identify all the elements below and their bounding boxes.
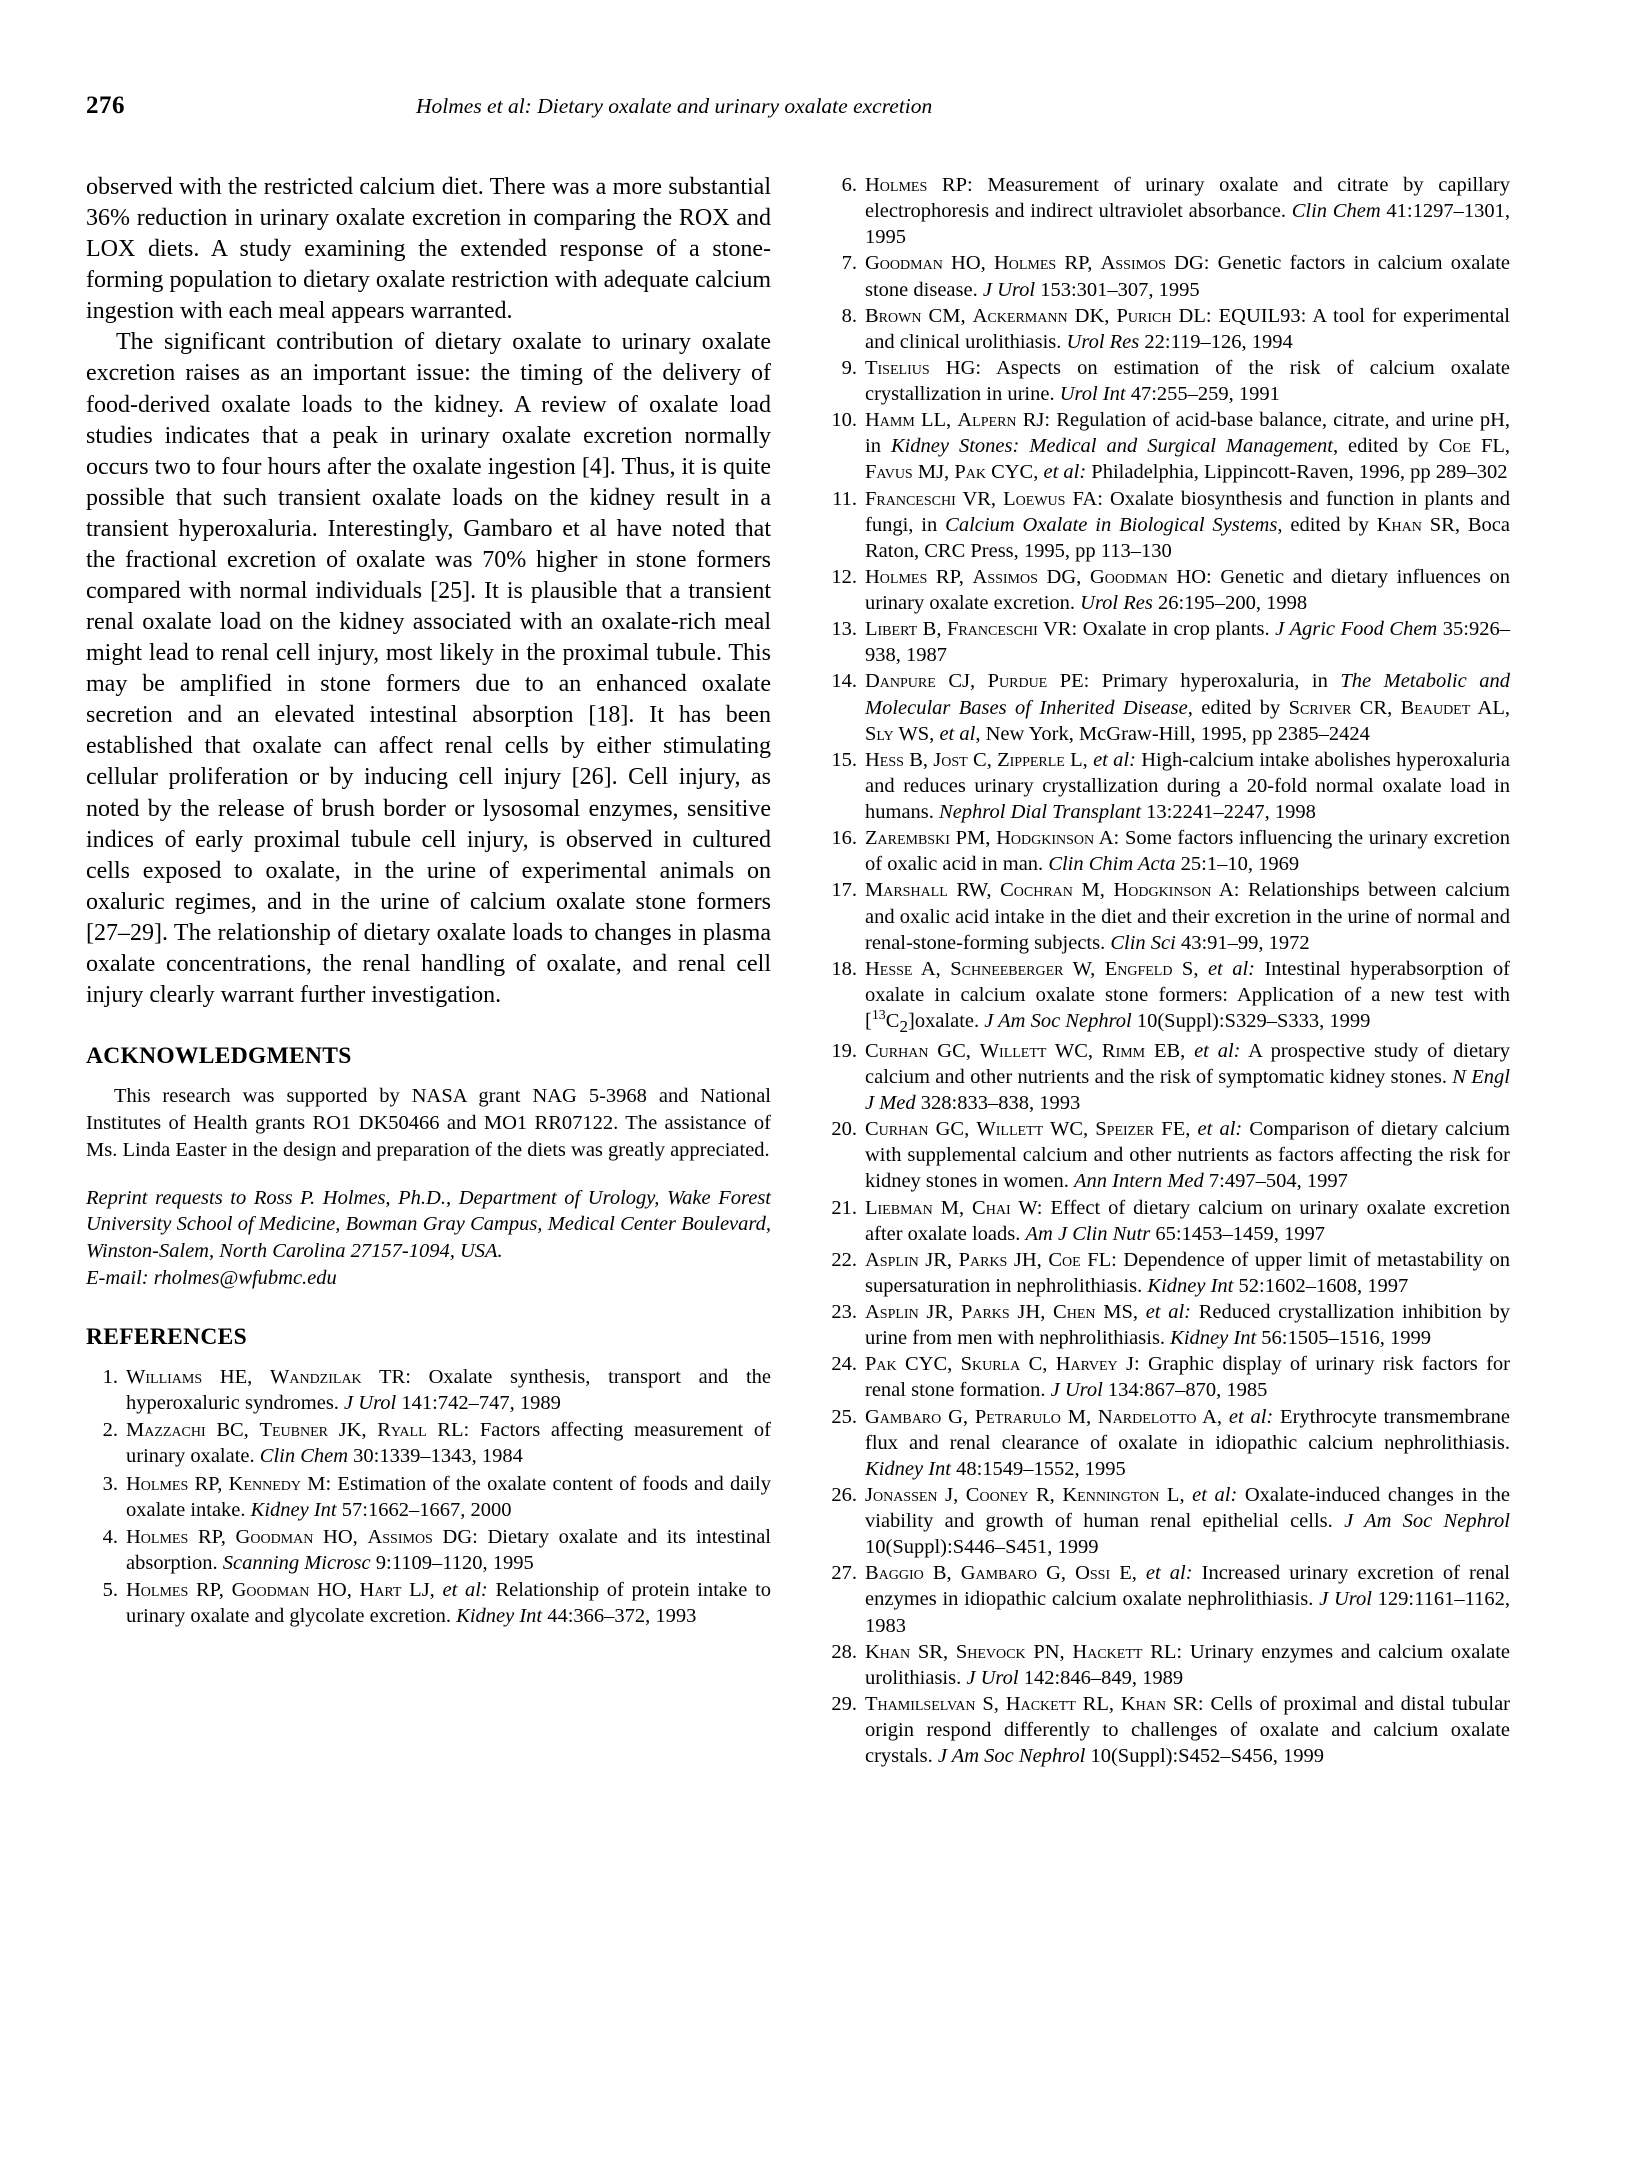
acknowledgments-text: This research was supported by NASA grant NAG 5-3968 and National Institutes of Health grants RO1 DK50466 and MO1 RR07122. The assistance of Ms. Linda Easter in the design and preparation of the diets was greatly appreciated. (86, 1085, 771, 1161)
reference-number: 3. (102, 1472, 118, 1495)
reference-number: 27. (831, 1562, 857, 1585)
reference-text: Khan SR, Shevock PN, Hackett RL: Urinary enzymes and calcium oxalate urolithiasis. J Urol 142:846–849, 1989 (865, 1640, 1510, 1689)
reference-text: Jonassen J, Cooney R, Kennington L, et al: Oxalate-induced changes in the viability and growth of human renal epithelial cells. J Am Soc Nephrol 10(Suppl):S446–S451, 1999 (865, 1483, 1510, 1559)
reference-text: Holmes RP, Kennedy M: Estimation of the oxalate content of foods and daily oxalate intake. Kidney Int 57:1662–1667, 2000 (126, 1472, 771, 1521)
reference-item (825, 825, 1510, 877)
reference-text: Holmes RP, Goodman HO, Hart LJ, et al: Relationship of protein intake to urinary oxalate and glycolate excretion. Kidney Int 44:366–372, 1993 (126, 1579, 772, 1628)
reference-text: Holmes RP, Assimos DG, Goodman HO: Genetic and dietary influences on urinary oxalate excretion. Urol Res 26:195–200, 1998 (865, 565, 1510, 614)
reference-text: Mazzachi BC, Teubner JK, Ryall RL: Factors affecting measurement of urinary oxalate. Clin Chem 30:1339–1343, 1984 (126, 1419, 771, 1468)
reference-item (825, 1116, 1510, 1194)
reference-item (825, 956, 1510, 1038)
reference-item (825, 877, 1510, 955)
reference-list-right (825, 172, 1510, 1769)
acknowledgments-heading: ACKNOWLEDGMENTS (86, 1043, 352, 1070)
reference-item (86, 1364, 771, 1416)
reference-text: Libert B, Franceschi VR: Oxalate in crop plants. J Agric Food Chem 35:926–938, 1987 (865, 618, 1510, 667)
reference-item (825, 668, 1510, 746)
reference-number: 21. (831, 1196, 857, 1219)
reference-number: 7. (841, 252, 857, 275)
reference-number: 23. (831, 1301, 857, 1324)
reference-item (825, 1299, 1510, 1351)
reference-number: 13. (831, 618, 857, 641)
reference-text: Tiselius HG: Aspects on estimation of the risk of calcium oxalate crystallization in urine. Urol Int 47:255–259, 1991 (865, 356, 1510, 405)
reference-item (825, 747, 1510, 825)
reference-text: Danpure CJ, Purdue PE: Primary hyperoxaluria, in The Metabolic and Molecular Bases of Inherited Disease, edited by Scriver CR, Beaudet AL, Sly WS, et al, New York, McGraw-Hill, 1995, pp 2385–2424 (865, 670, 1511, 745)
reference-item (825, 1639, 1510, 1691)
reference-text: Curhan GC, Willett WC, Speizer FE, et al: Comparison of dietary calcium with supplemental calcium and other nutrients as factors affecting the risk for kidney stones in women. Ann Intern Med 7:497–504, 1997 (865, 1118, 1510, 1193)
reference-text: Zarembski PM, Hodgkinson A: Some factors influencing the urinary excretion of oxalic acid in man. Clin Chim Acta 25:1–10, 1969 (865, 827, 1510, 876)
paragraph-continuation: observed with the restricted calcium diet. There was a more substantial 36% reduction in urinary oxalate excretion in comparing the ROX and LOX diets. A study examining the extended response of a stone-forming population to dietary oxalate restriction with adequate calcium ingestion with each meal appears warranted. (86, 174, 771, 325)
reference-item (825, 1195, 1510, 1247)
reference-text: Gambaro G, Petrarulo M, Nardelotto A, et al: Erythrocyte transmembrane flux and renal clearance of oxalate in idiopathic calcium nephrolithiasis. Kidney Int 48:1549–1552, 1995 (865, 1405, 1510, 1480)
reference-text: Hamm LL, Alpern RJ: Regulation of acid-base balance, citrate, and urine pH, in Kidney Stones: Medical and Surgical Management, edited by Coe FL, Favus MJ, Pak CYC, et al: Philadelphia, Lippincott-Raven, 1996, pp 289–302 (865, 409, 1510, 484)
reference-number: 6. (841, 174, 857, 196)
reference-number: 28. (831, 1640, 857, 1663)
reference-text: Asplin JR, Parks JH, Chen MS, et al: Reduced crystallization inhibition by urine from men with nephrolithiasis. Kidney Int 56:1505–1516, 1999 (865, 1301, 1510, 1350)
reference-number: 8. (841, 304, 857, 327)
reference-text: Pak CYC, Skurla C, Harvey J: Graphic display of urinary risk factors for renal stone formation. J Urol 134:867–870, 1985 (865, 1353, 1510, 1402)
reference-number: 9. (841, 356, 857, 379)
reference-item (825, 1351, 1510, 1403)
reference-number: 11. (832, 487, 857, 510)
reference-number: 16. (831, 827, 857, 850)
running-title: Holmes et al: Dietary oxalate and urinary oxalate excretion (416, 94, 933, 118)
reference-number: 20. (831, 1118, 857, 1141)
reference-item (825, 616, 1510, 668)
reference-number: 12. (831, 565, 857, 588)
reference-number: 1. (102, 1366, 118, 1389)
body-text (86, 172, 771, 1011)
page-number: 276 (86, 92, 125, 119)
reference-text: Holmes RP, Goodman HO, Assimos DG: Dietary oxalate and its intestinal absorption. Scanning Microsc 9:1109–1120, 1995 (126, 1525, 771, 1574)
reference-item (86, 1471, 771, 1523)
reference-item (825, 1404, 1510, 1482)
reference-number: 24. (831, 1353, 857, 1376)
reference-text: Hess B, Jost C, Zipperle L, et al: High-calcium intake abolishes hyperoxaluria and reduces urinary crystallization during a 20-fold normal oxalate load in humans. Nephrol Dial Transplant 13:2241–2247, 1998 (865, 748, 1510, 823)
reference-text: Williams HE, Wandzilak TR: Oxalate synthesis, transport and the hyperoxaluric syndromes. J Urol 141:742–747, 1989 (126, 1366, 772, 1415)
two-column-layout (86, 172, 1539, 1769)
reference-number: 29. (831, 1692, 857, 1715)
reference-text: Marshall RW, Cochran M, Hodgkinson A: Relationships between calcium and oxalic acid intake in the diet and their excretion in the urine of normal and renal-stone-forming subjects. Clin Sci 43:91–99, 1972 (865, 879, 1510, 954)
reprint-requests (86, 1185, 771, 1292)
reference-number: 4. (102, 1525, 118, 1548)
reference-item (825, 1560, 1510, 1638)
acknowledgments-body (86, 1083, 771, 1292)
reference-number: 22. (831, 1248, 857, 1271)
reference-item (86, 1524, 771, 1576)
reference-item (825, 564, 1510, 616)
reference-number: 17. (831, 879, 857, 902)
reference-text: Brown CM, Ackermann DK, Purich DL: EQUIL93: A tool for experimental and clinical urolithiasis. Urol Res 22:119–126, 1994 (865, 304, 1510, 353)
reference-item (825, 486, 1510, 564)
reference-text: Baggio B, Gambaro G, Ossi E, et al: Increased urinary excretion of renal enzymes in idiopathic calcium oxalate nephrolithiasis. J Urol 129:1161–1162, 1983 (865, 1562, 1510, 1637)
reference-number: 18. (831, 957, 857, 980)
reference-number: 15. (831, 748, 857, 771)
reference-list-left (86, 1364, 771, 1629)
reference-item (825, 1247, 1510, 1299)
running-head (86, 92, 1539, 132)
reference-text: Asplin JR, Parks JH, Coe FL: Dependence of upper limit of metastability on supersaturation in nephrolithiasis. Kidney Int 52:1602–1608, 1997 (865, 1248, 1510, 1297)
reference-item (86, 1577, 771, 1629)
reference-item (825, 303, 1510, 355)
reference-item (825, 407, 1510, 485)
references-heading: REFERENCES (86, 1324, 248, 1351)
author-email: E-mail: rholmes@wfubmc.edu (86, 1267, 337, 1290)
reference-item (825, 1691, 1510, 1769)
reference-item (825, 1482, 1510, 1560)
reference-text: Liebman M, Chai W: Effect of dietary calcium on urinary oxalate excretion after oxalate loads. Am J Clin Nutr 65:1453–1459, 1997 (865, 1196, 1510, 1245)
reference-text: Curhan GC, Willett WC, Rimm EB, et al: A prospective study of dietary calcium and other nutrients and the risk of symptomatic kidney stones. N Engl J Med 328:833–838, 1993 (865, 1039, 1510, 1115)
reference-text: Hesse A, Schneeberger W, Engfeld S, et al: Intestinal hyperabsorption of oxalate in calcium oxalate stone formers: Application of a new test with $[^{13}C_2]oxalate$. J Am Soc Nephrol 10(Suppl):S329–S333, 1999 (865, 957, 1510, 1037)
reference-text: Holmes RP: Measurement of urinary oxalate and citrate by capillary electrophoresis and indirect ultraviolet absorbance. Clin Chem 41:1297–1301, 1995 (865, 174, 1510, 249)
reference-number: 26. (831, 1483, 857, 1506)
left-column (86, 172, 771, 1630)
reference-text: Thamilselvan S, Hackett RL, Khan SR: Cells of proximal and distal tubular origin respond differently to challenges of oxalate and calcium oxalate crystals. J Am Soc Nephrol 10(Suppl):S452–S456, 1999 (865, 1692, 1510, 1768)
reference-text: Franceschi VR, Loewus FA: Oxalate biosynthesis and function in plants and fungi, in Calcium Oxalate in Biological Systems, edited by Khan SR, Boca Raton, CRC Press, 1995, pp 113–130 (865, 487, 1511, 562)
reference-number: 2. (102, 1419, 118, 1442)
reference-item (86, 1417, 771, 1469)
reference-number: 19. (831, 1039, 857, 1062)
reference-number: 25. (831, 1405, 857, 1428)
reference-text: Goodman HO, Holmes RP, Assimos DG: Genetic factors in calcium oxalate stone disease. J Urol 153:301–307, 1995 (865, 252, 1511, 301)
paragraph-discussion: The significant contribution of dietary oxalate to urinary oxalate excretion raises as an important issue: the timing of the delivery of food-derived oxalate loads to the kidney. A review of oxalate load studies indicates that a peak in urinary oxalate excretion normally occurs two to four hours after the oxalate ingestion [4]. Thus, it is quite possible that such transient oxalate loads on the kidney result in a transient hyperoxaluria. Interestingly, Gambaro et al have noted that the fractional excretion of oxalate was 70% higher in stone formers compared with normal individuals [25]. It is plausible that a transient renal oxalate load on the kidney associated with an oxalate-rich meal might lead to renal cell injury, most likely in the proximal tubule. This may be amplified in stone formers due to an enhanced oxalate secretion and an elevated intestinal absorption [18]. It has been established that oxalate can affect renal cells by either stimulating cellular proliferation or by inducing cell injury [26]. Cell injury, as noted by the release of brush border or lysosomal enzymes, sensitive indices of early proximal tubule cell injury, is observed in cultured cells exposed to oxalate, in the urine of experimental animals on oxaluric regimes, and in the urine of calcium oxalate stone formers [27–29]. The relationship of dietary oxalate loads to changes in plasma oxalate concentrations, the renal handling of oxalate, and renal cell injury clearly warrant further investigation. (86, 329, 771, 1009)
reference-item (825, 172, 1510, 250)
reprint-text: Reprint requests to Ross P. Holmes, Ph.D., Department of Urology, Wake Forest University School of Medicine, Bowman Gray Campus, Medical Center Boulevard, Winston-Salem, North Carolina 27157-1094, USA. (86, 1186, 771, 1263)
reference-number: 14. (831, 670, 857, 693)
right-column (825, 172, 1510, 1769)
reference-item (825, 1038, 1510, 1116)
reference-item (825, 250, 1510, 302)
reference-number: 5. (102, 1579, 118, 1602)
reference-item (825, 355, 1510, 407)
reference-number: 10. (831, 409, 857, 432)
